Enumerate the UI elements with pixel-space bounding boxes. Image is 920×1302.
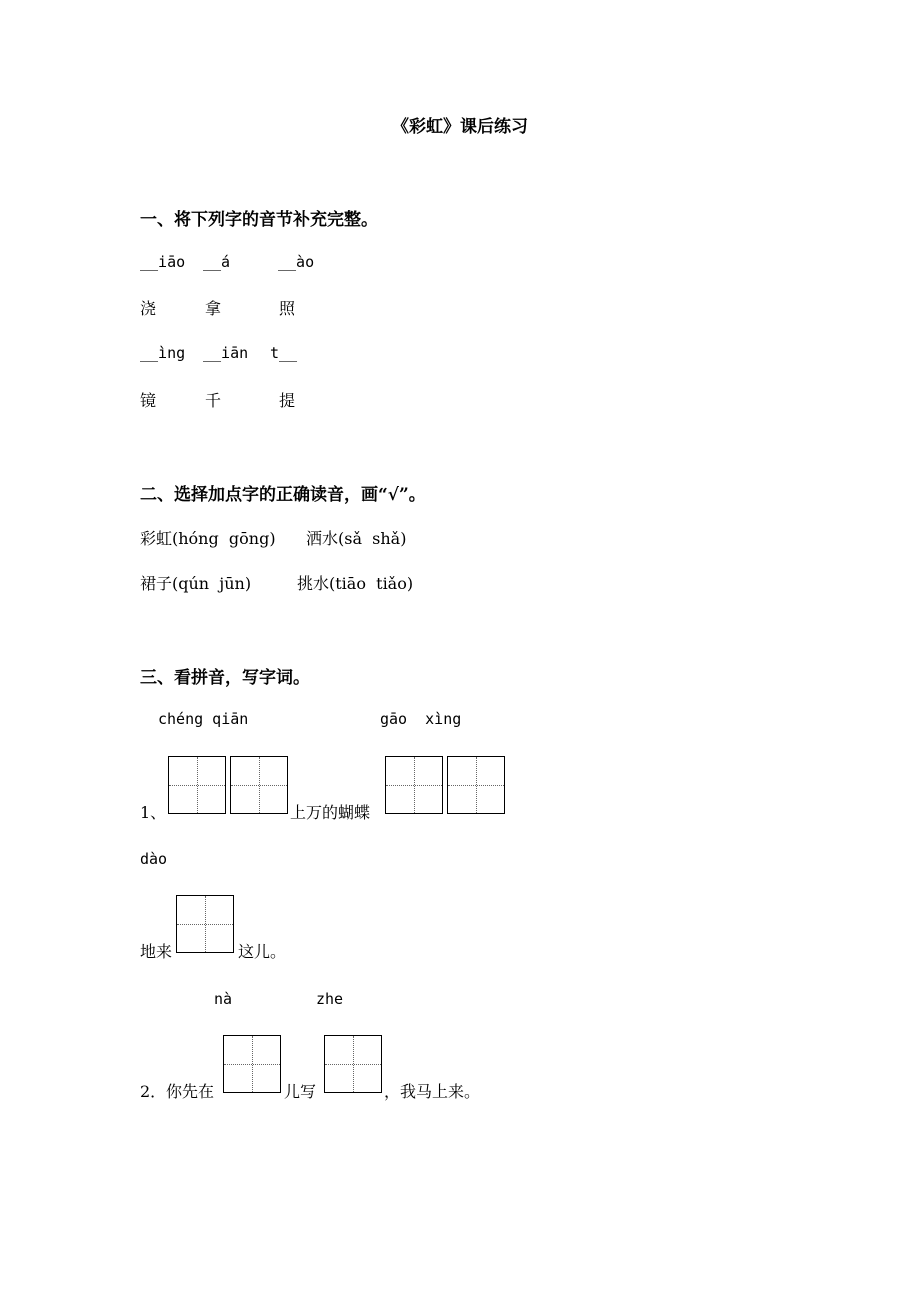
s1-char-qian: 千	[205, 391, 222, 410]
q2-pinyin-zhe: zhe	[316, 990, 344, 1008]
s1-pinyin-qian: __iān	[203, 344, 249, 362]
s1-char-na: 拿	[205, 299, 222, 318]
writing-grid-box[interactable]	[447, 756, 505, 814]
writing-grid-box[interactable]	[168, 756, 226, 814]
q1-pinyin-chengqian: chéng qiān	[158, 710, 249, 728]
s1-char-jing: 镜	[140, 391, 157, 410]
writing-grid-box[interactable]	[223, 1035, 281, 1093]
s2-item-tiaoshui: 挑水(tiāo tiǎo)	[297, 574, 414, 593]
q2-text1: 你先在	[166, 1082, 215, 1101]
writing-grid-box[interactable]	[176, 895, 234, 953]
q2-text2: 儿写	[284, 1082, 317, 1101]
s2-item-sashui: 洒水(sǎ shǎ)	[306, 529, 407, 548]
q2-text3: ，我马上来。	[384, 1082, 481, 1101]
writing-grid-box[interactable]	[385, 756, 443, 814]
s1-pinyin-na: __á	[203, 253, 231, 271]
q1-pinyin-dao: dào	[140, 850, 168, 868]
s1-char-jiao: 浇	[140, 299, 157, 318]
page-title: 《彩虹》课后练习	[392, 117, 528, 137]
q1-prefix-text: 地来	[140, 942, 173, 961]
writing-grid-box[interactable]	[324, 1035, 382, 1093]
section3-heading: 三、看拼音，写字词。	[140, 668, 310, 688]
q1-suffix-text: 这儿。	[238, 942, 287, 961]
q1-middle-text: 上万的蝴蝶	[290, 803, 371, 822]
s1-pinyin-jing: __ìng	[140, 344, 186, 362]
s2-item-caihong: 彩虹(hóng gōng)	[140, 529, 276, 548]
writing-grid-box[interactable]	[230, 756, 288, 814]
section2-heading: 二、选择加点字的正确读音，画“√”。	[140, 485, 426, 505]
s1-pinyin-jiao: __iāo	[140, 253, 186, 271]
s1-pinyin-ti: t__	[270, 344, 298, 362]
q2-label: 2．	[140, 1082, 167, 1101]
s1-pinyin-zhao: __ào	[278, 253, 315, 271]
s1-char-ti: 提	[279, 391, 296, 410]
q1-label: 1、	[140, 803, 167, 822]
s2-item-qunzi: 裙子(qún jūn)	[140, 574, 252, 593]
section1-heading: 一、将下列字的音节补充完整。	[140, 210, 378, 230]
q1-pinyin-gaoxing: gāo xìng	[380, 710, 462, 728]
s1-char-zhao: 照	[279, 299, 296, 318]
q2-pinyin-na: nà	[214, 990, 233, 1008]
